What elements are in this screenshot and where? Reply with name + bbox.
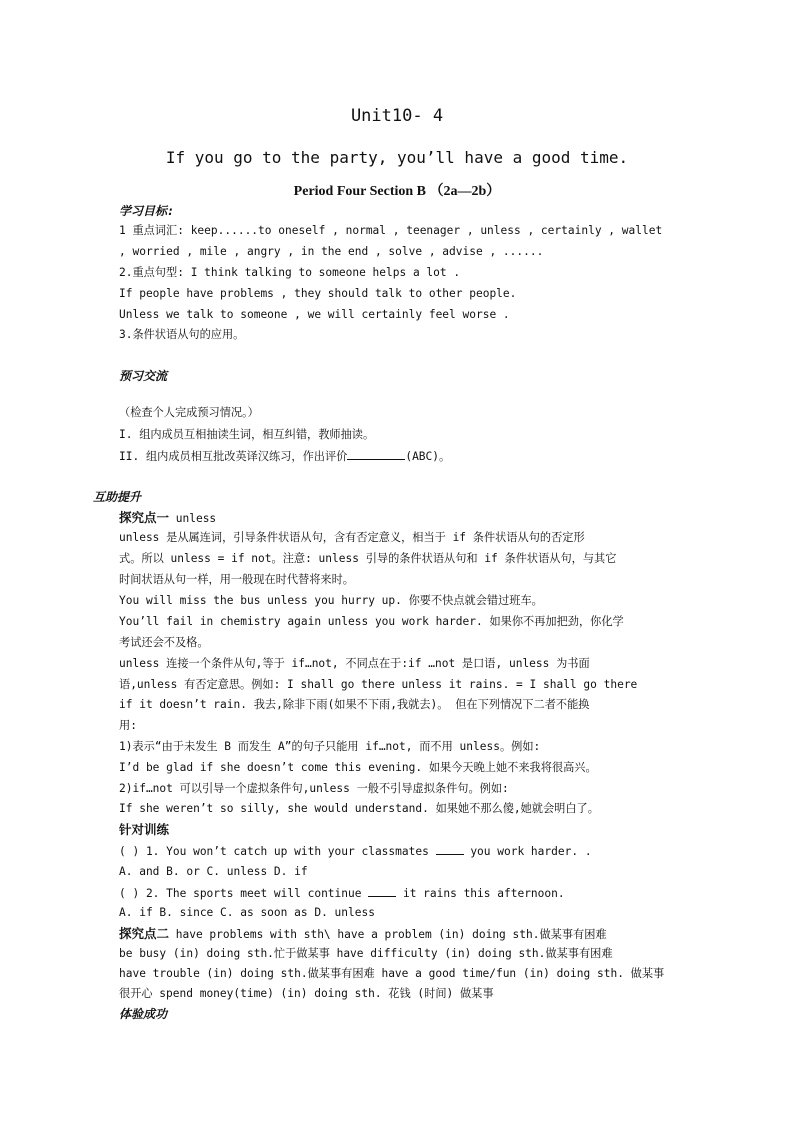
preview-text: II. 组内成员相互批改英译汉练习，作出评价 (119, 450, 348, 463)
point1-title (119, 510, 216, 527)
objectives-line: Unless we talk to someone , we will certainly feel worse . (119, 308, 510, 321)
help-line: 考试还会不及格。 (119, 636, 209, 649)
question-text: ( ) 2. The sports meet will continue (119, 887, 369, 900)
point2-line: 很开心 spend money(time) (in) doing sth. 花钱 (时间) 做某事 (119, 987, 494, 1000)
point2-line: have trouble (in) doing sth.做某事有困难 have a good time/fun (in) doing sth. 做某事 (119, 967, 665, 980)
point1-label: 探究点一 (119, 510, 170, 525)
objectives-heading: 学习目标: (119, 204, 175, 218)
point1-word: unless (169, 512, 217, 525)
unit-title: Unit10- 4 (350, 106, 444, 126)
help-line: You’ll fail in chemistry again unless you work harder. 如果你不再加把劲，你化学 (119, 615, 624, 628)
question-1 (119, 843, 592, 860)
preview-heading: 预习交流 (119, 369, 168, 383)
preview-line: （检查个人完成预习情况。） (119, 406, 259, 419)
point2-line: be busy (in) doing sth.忙于做某事 have difficulty (in) doing sth.做某事有困难 (119, 947, 613, 960)
answer-blank[interactable] (347, 448, 405, 460)
help-heading: 互助提升 (93, 490, 142, 504)
point2-line (119, 926, 607, 943)
help-line: 语,unless 有否定意思。例如: I shall go there unless it rains. = I shall go there (119, 678, 638, 691)
success-heading: 体验成功 (119, 1007, 168, 1021)
point2-label: 探究点二 (119, 926, 170, 941)
answer-blank[interactable] (436, 843, 464, 855)
help-line: 用: (119, 719, 137, 732)
help-line: unless 连接一个条件从句,等于 if…not, 不同点在于:if …not 是口语, unless 为书面 (119, 657, 590, 670)
question-text: ( ) 1. You won’t catch up with your classmates (119, 845, 436, 858)
help-line: 1)表示“由于未发生 B 而发生 A”的句子只能用 if…not, 而不用 unless。例如: (119, 740, 541, 753)
answer-blank[interactable] (368, 885, 396, 897)
point2-text: have problems with sth\ have a problem (in) doing sth.做某事有困难 (169, 928, 607, 941)
help-line: 2)if…not 可以引导一个虚拟条件句,unless 一般不引导虚拟条件句。例如: (119, 782, 509, 795)
help-line: I’d be glad if she doesn’t come this evening. 如果今天晚上她不来我将很高兴。 (119, 761, 597, 774)
preview-text: (ABC)。 (405, 450, 451, 463)
preview-line: I. 组内成员互相抽读生词，相互纠错，教师抽读。 (119, 428, 375, 441)
help-line: unless 是从属连词，引导条件状语从句，含有否定意义，相当于 if 条件状语从句的否定形 (119, 531, 585, 544)
objectives-line: 2.重点句型: I think talking to someone helps a lot . (119, 266, 461, 279)
help-line: if it doesn’t rain. 我去,除非下雨(如果不下雨,我就去)。 但在下列情况下二者不能换 (119, 698, 590, 711)
objectives-line: , worried , mile , angry , in the end , solve , advise , ...... (119, 245, 544, 258)
objectives-line: If people have problems , they should talk to other people. (119, 287, 517, 300)
question-2 (119, 885, 565, 902)
help-line: 式。所以 unless = if not。注意: unless 引导的条件状语从句和 if 条件状语从句，与其它 (119, 552, 617, 565)
question-2-options: A. if B. since C. as soon as D. unless (119, 906, 375, 919)
objectives-line: 3.条件状语从句的应用。 (119, 328, 245, 341)
preview-line (119, 448, 450, 465)
question-text: you work harder. . (463, 845, 592, 858)
practice-heading: 针对训练 (119, 822, 170, 837)
question-1-options: A. and B. or C. unless D. if (119, 865, 308, 878)
question-text: it rains this afternoon. (396, 887, 565, 900)
help-line: 时间状语从句一样，用一般现在时代替将来时。 (119, 573, 354, 586)
objectives-line: 1 重点词汇: keep......to oneself , normal , teenager , unless , certainly , wallet (119, 224, 663, 237)
help-line: If she weren’t so silly, she would understand. 如果她不那么傻,她就会明白了。 (119, 802, 599, 815)
period-title: Period Four Section B （2a—2b） (293, 184, 501, 199)
help-line: You will miss the bus unless you hurry up. 你要不快点就会错过班车。 (119, 594, 543, 607)
lesson-title: If you go to the party, you’ll have a good time. (165, 148, 629, 167)
